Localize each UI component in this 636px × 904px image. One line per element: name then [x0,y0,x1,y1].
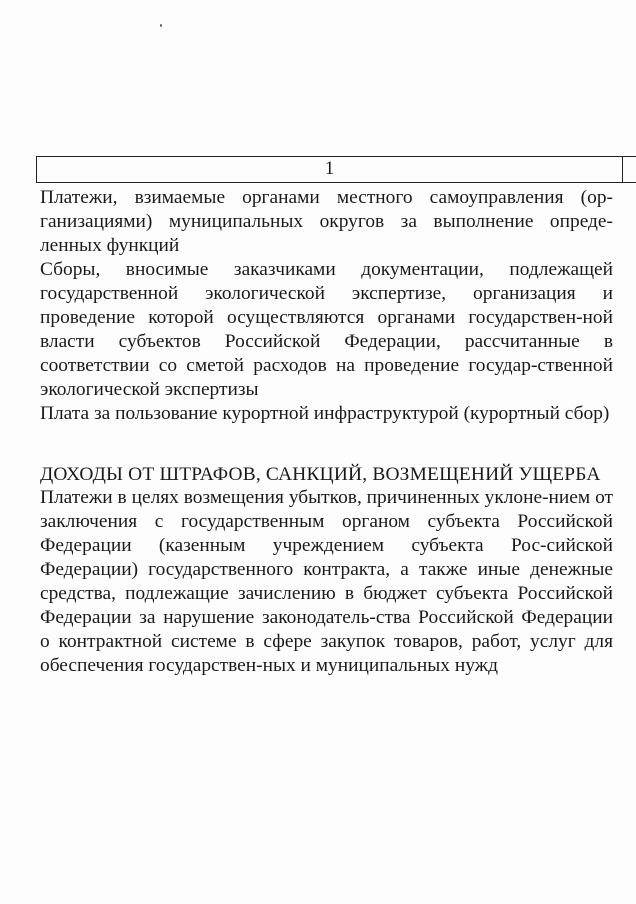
document-content [40,186,613,678]
section-title-fines: ДОХОДЫ ОТ ШТРАФОВ, САНКЦИЙ, ВОЗМЕЩЕНИЙ УЩЕРБА [40,464,601,485]
entry-local-government-payments: Платежи, взимаемые органами местного самоуправления (ор-ганизациями) муниципальных округов за выполнение опреде-ленных функций [40,187,613,256]
column-number-cell: 1 [37,157,623,182]
scan-speck [160,24,162,27]
entry-resort-fee: Плата за пользование курортной инфраструктурой (курортный сбор) [40,403,610,424]
table-header-row [36,156,636,183]
entry-ecological-expertise-fees: Сборы, вносимые заказчиками документации, подлежащей государственной экологической экспертизе, организация и проведение которой осуществляются органами государствен-ной власти субъектов Российской Федерации, рассчитанные в соответствии со сметой расходов на проведение государ-ственной экологической экспертизы [40,259,613,400]
entry-damages-compensation: Платежи в целях возмещения убытков, причиненных уклоне-нием от заключения с государственным органом субъекта Российской Федерации (казенным учреждением субъекта Рос-сийской Федерации) государственного контракта, а также иные денежные средства, подлежащие зачислению в бюджет субъекта Российской Федерации за нарушение законодатель-ства Российской Федерации о контрактной системе в сфере закупок товаров, работ, услуг для обеспечения государствен-ных и муниципальных нужд [40,487,613,676]
